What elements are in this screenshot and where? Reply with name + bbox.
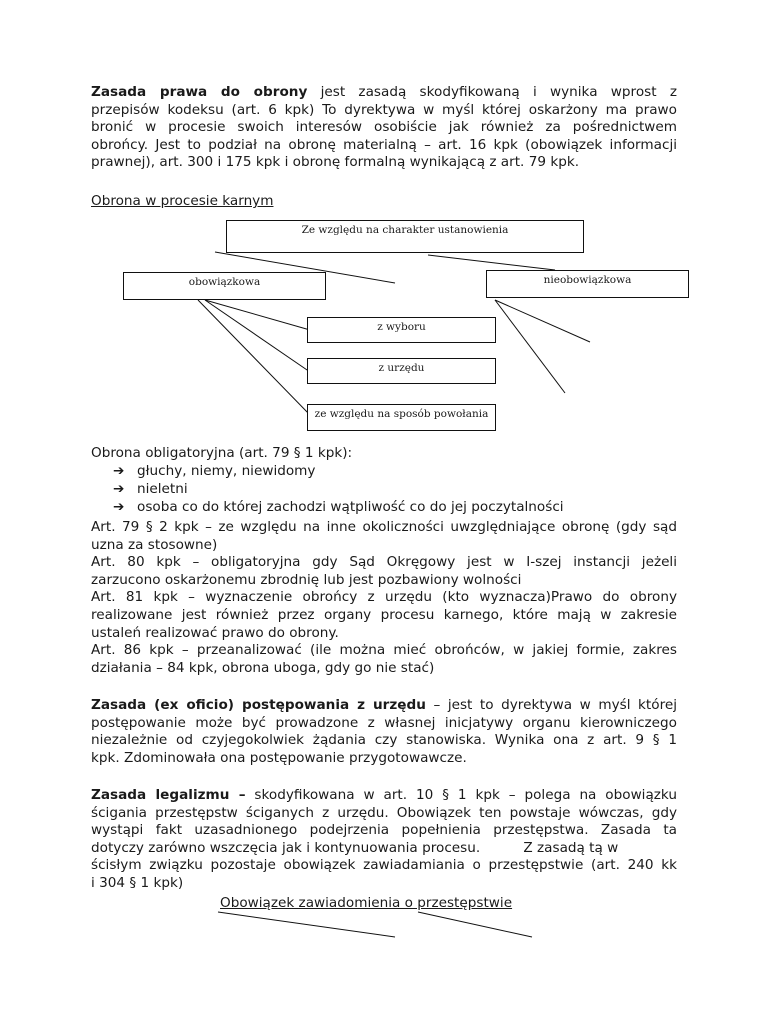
obligatory-line-1: Art. 79 § 2 kpk – ze względu na inne okoliczności uwzględniające obronę (gdy sąd <box>91 519 677 535</box>
obligatory-item-text-3: osoba co do której zachodzi wątpliwość co do jej poczytalności <box>137 499 564 515</box>
obligatory-item-text-2: nieletni <box>137 481 188 497</box>
obligatory-line-9: działania – 84 kpk, obrona uboga, gdy go nie stać) <box>91 659 435 676</box>
section1-text-4: prawnej), art. 300 i 175 kpk i obronę formalną wynikającą z art. 79 kpk. <box>91 154 580 171</box>
section3-line-1 <box>91 787 677 805</box>
obligatory-line-4: zarzucono oskarżonemu zbrodnię lub jest pozbawiony wolności <box>91 571 522 588</box>
section-legalism <box>91 787 677 893</box>
diagram-box-appointment: ze względu na sposób powołania <box>307 404 496 431</box>
arrow-right-icon: ➔ <box>113 481 125 497</box>
obligatory-item-3 <box>113 499 564 517</box>
section3-text-5: i 304 § 1 kpk) <box>91 874 184 891</box>
connector-right-a <box>495 300 590 342</box>
obligatory-line-6: realizowane jest również przez organy procesu karnego, które mają w zakresie <box>91 606 677 623</box>
section3-text-2: wystąpi fakt uzasadnionego podejrzenia popełnienia przestępstwa. Zasada ta <box>91 822 677 839</box>
connector-right-b <box>495 300 565 393</box>
diagram-box-official: z urzędu <box>307 358 496 384</box>
section2-text-2: niezależnie od czyjegokolwiek żądania czy stanowiska. Wynika ona z art. 9 § 1 <box>91 732 677 749</box>
section3-text-3: dotyczy zarówno wszczęcia jak i kontynuowania procesu. Z zasadą tą w <box>91 839 619 856</box>
obligatory-line-5: Art. 81 kpk – wyznaczenie obrońcy z urzędu (kto wyznacza)Prawo do obrony <box>91 589 677 606</box>
section2-text-0: – jest to dyrektywa w myśl której <box>425 697 677 713</box>
notification-duty-heading: Obowiązek zawiadomienia o przestępstwie <box>220 895 513 911</box>
obligatory-item-2 <box>113 481 188 499</box>
obligatory-line-8: Art. 86 kpk – przeanalizować (ile można mieć obrońców, w jakiej formie, zakres <box>91 642 677 659</box>
connector-left-to-box1 <box>205 300 310 330</box>
diagram-box-choice: z wyboru <box>307 317 496 343</box>
section1-text-3: obrońcy. Jest to podział na obronę materialną – art. 16 kpk (obowiązek informacji <box>91 136 677 153</box>
connector-bottom-right <box>418 912 532 937</box>
obligatory-item-1 <box>113 463 315 481</box>
obligatory-item-text-1: głuchy, niemy, niewidomy <box>137 463 316 479</box>
diagram-top-box: Ze względu na charakter ustanowienia <box>226 220 584 253</box>
section1-text-0: jest zasadą skodyfikowaną i wynika wprost z <box>307 84 677 100</box>
obligatory-line-3: Art. 80 kpk – obligatoryjna gdy Sąd Okręgowy jest w I-szej instancji jeżeli <box>91 554 677 571</box>
diagram-right-box: nieobowiązkowa <box>486 270 689 298</box>
obligatory-line-2: uzna za stosowne) <box>91 536 218 553</box>
arrow-right-icon: ➔ <box>113 463 125 479</box>
section2-text-3: kpk. Zdominowała ona postępowanie przygotowawcze. <box>91 749 467 766</box>
connector-left-to-box2 <box>205 300 310 372</box>
section2-title: Zasada (ex oficio) postępowania z urzędu <box>91 697 426 713</box>
section-ex-officio <box>91 697 677 767</box>
section3-title: Zasada legalizmu – <box>91 787 246 803</box>
section3-text-0: skodyfikowana w art. 10 § 1 kpk – polega na obowiązku <box>245 787 677 803</box>
section2-text-1: postępowanie może być prowadzone z własnej inicjatywy organu kierowniczego <box>91 714 677 731</box>
connector-left-to-box3 <box>198 300 310 415</box>
section1-line-1 <box>91 84 677 102</box>
connector-bottom-left <box>218 912 395 937</box>
diagram-heading: Obrona w procesie karnym <box>91 193 274 209</box>
section1-text-2: bronić w procesie swoich interesów osobiście jak również za pośrednictwem <box>91 119 677 136</box>
section-defense-right <box>91 84 677 172</box>
obligatory-line-7: ustaleń realizować prawo do obrony. <box>91 624 339 641</box>
connector-top-to-right <box>428 255 555 270</box>
arrow-right-icon: ➔ <box>113 499 125 515</box>
obligatory-heading: Obrona obligatoryjna (art. 79 § 1 kpk): <box>91 445 353 461</box>
section1-text-1: przepisów kodeksu (art. 6 kpk) To dyrektywa w myśl której oskarżony ma prawo <box>91 101 677 118</box>
section3-text-4: ścisłym związku pozostaje obowiązek zawiadamiania o przestępstwie (art. 240 kk <box>91 857 677 874</box>
section2-line-1 <box>91 697 677 715</box>
section3-text-1: ścigania przestępstw ściganych z urzędu. Obowiązek ten powstaje wówczas, gdy <box>91 804 677 821</box>
diagram-left-box: obowiązkowa <box>123 272 326 300</box>
section1-title: Zasada prawa do obrony <box>91 84 308 100</box>
obligatory-articles <box>91 519 677 677</box>
